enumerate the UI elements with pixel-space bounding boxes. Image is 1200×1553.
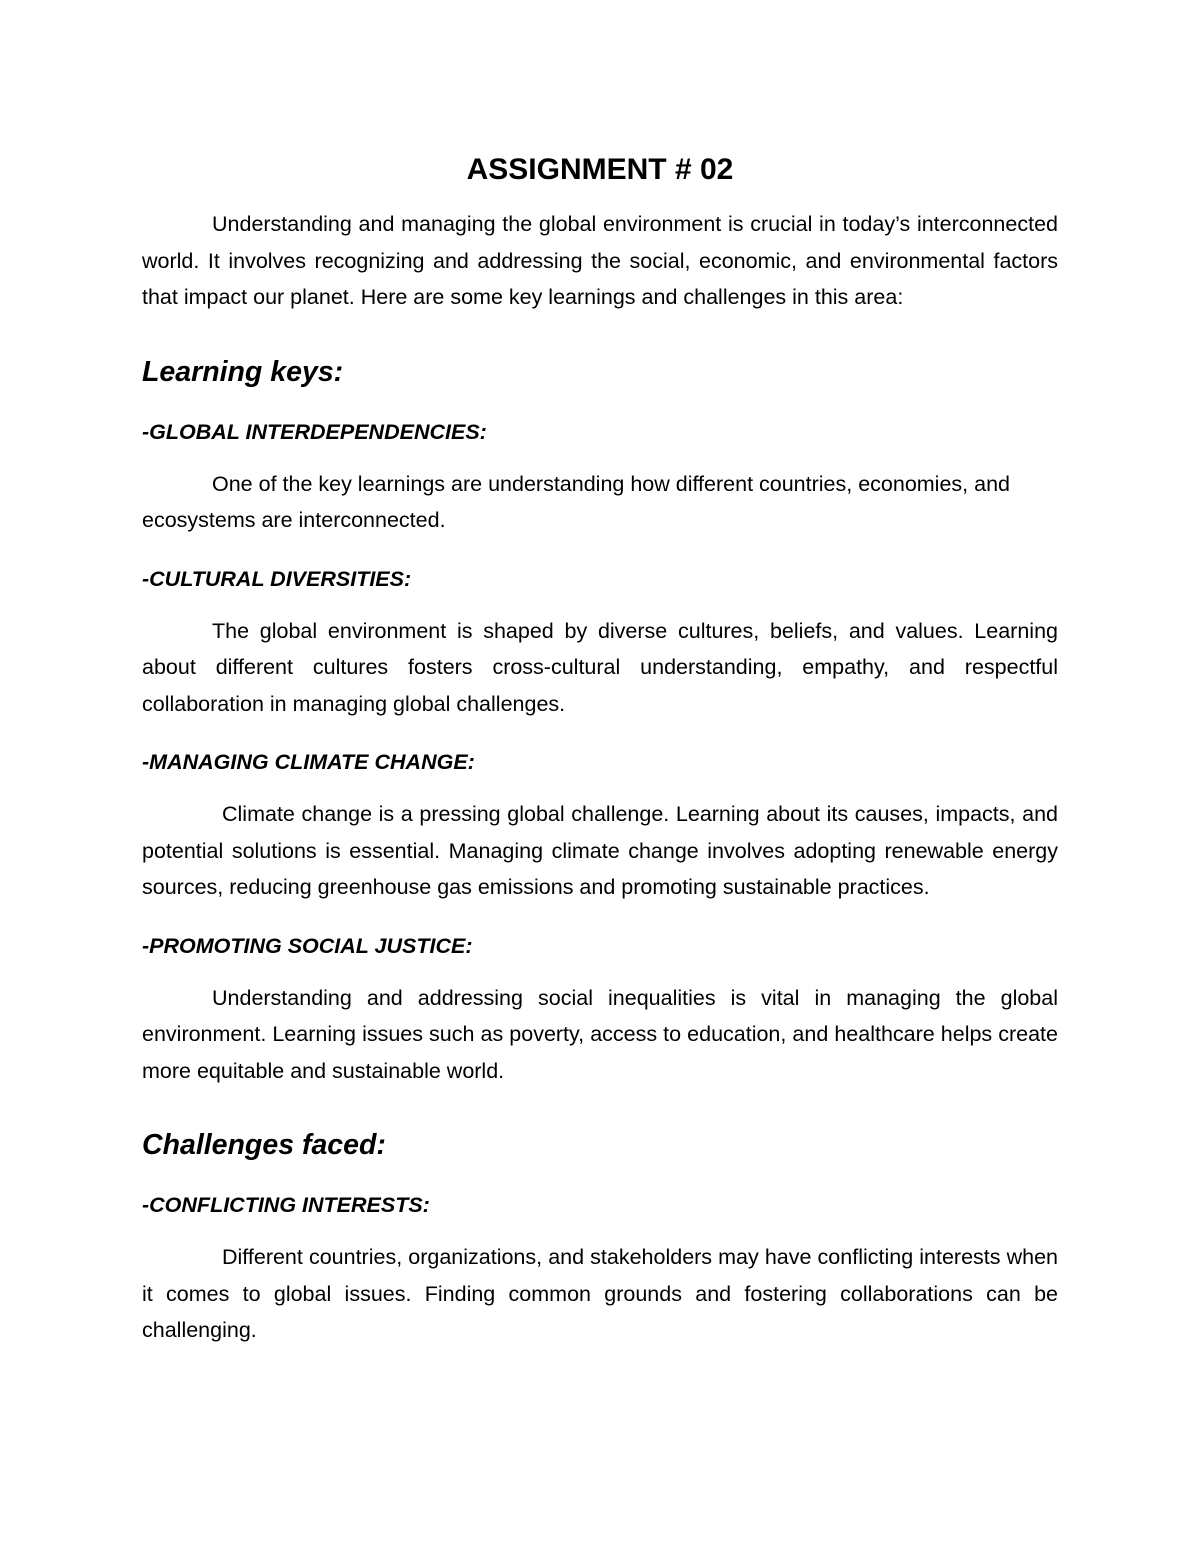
paragraph-cultural-diversities: The global environment is shaped by diverse cultures, beliefs, and values. Learning about different cultures fosters cross-cultural understanding, empathy, and respectful collaboration in managing global challenges. <box>142 618 1058 716</box>
paragraph-conflicting-interests: Different countries, organizations, and stakeholders may have conflicting interests when it comes to global issues. Finding common grounds and fostering collaborations can be challenging. <box>142 1245 1058 1342</box>
paragraph-promoting-social-justice: Understanding and addressing social inequalities is vital in managing the global environment. Learning issues such as poverty, access to education, and healthcare helps create more equitable and sustainable world. <box>142 985 1058 1083</box>
section-heading-learning-keys: Learning keys: <box>142 355 344 388</box>
subheading-cultural-diversities: -CULTURAL DIVERSITIES: <box>142 566 412 591</box>
section-heading-challenges-faced: Challenges faced: <box>142 1129 386 1161</box>
intro-paragraph: Understanding and managing the global environment is crucial in today’s interconnected world. It involves recognizing and addressing the social, economic, and environmental factors that impact our planet. Here are some key learnings and challenges in this area: <box>142 212 1058 309</box>
subheading-promoting-social-justice: -PROMOTING SOCIAL JUSTICE: <box>142 933 473 958</box>
subheading-conflicting-interests: -CONFLICTING INTERESTS: <box>142 1193 430 1217</box>
document-page <box>142 150 1058 1349</box>
subheading-global-interdependencies: -GLOBAL INTERDEPENDENCIES: <box>142 419 487 444</box>
paragraph-global-interdependencies: One of the key learnings are understanding how different countries, economies, and ecosystems are interconnected. <box>142 471 1010 532</box>
subheading-managing-climate-change: -MANAGING CLIMATE CHANGE: <box>142 750 475 774</box>
page-title: ASSIGNMENT # 02 <box>466 153 734 186</box>
paragraph-managing-climate-change: Climate change is a pressing global challenge. Learning about its causes, impacts, and potential solutions is essential. Managing climate change involves adopting renewable energy sources, reducing greenhouse gas emissions and promoting sustainable practices. <box>142 802 1058 899</box>
